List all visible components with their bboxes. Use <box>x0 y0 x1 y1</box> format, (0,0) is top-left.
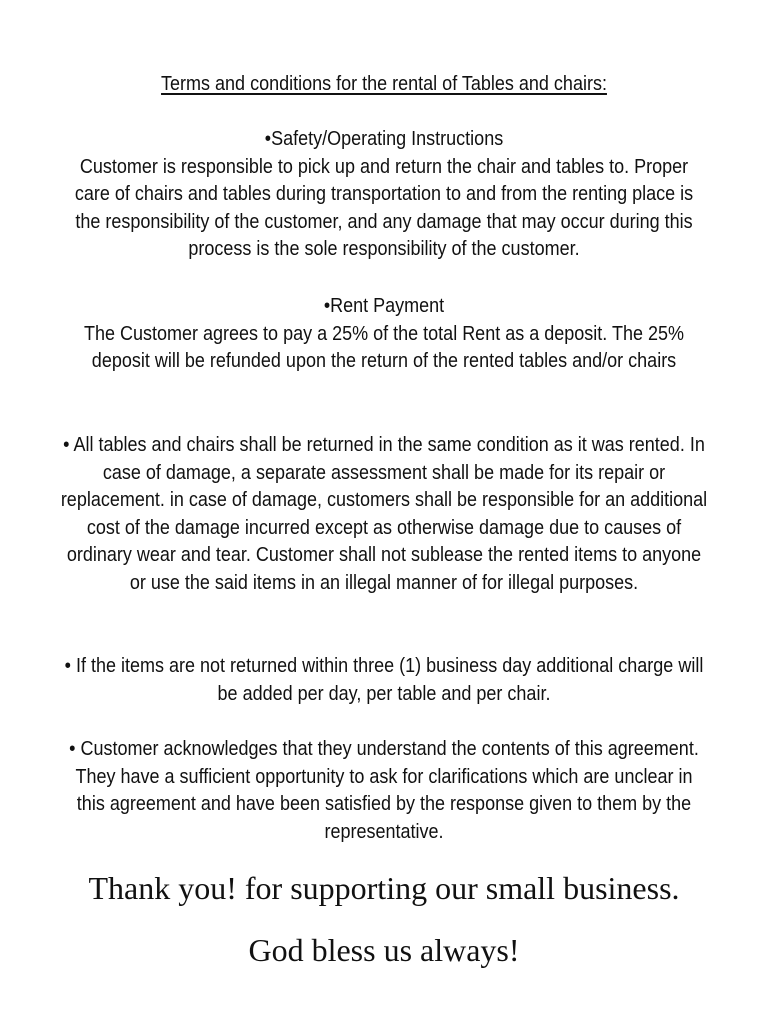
blessing-message: God bless us always! <box>248 932 520 968</box>
page-title: Terms and conditions for the rental of Tables and chairs: <box>161 73 607 95</box>
safety-text: Customer is responsible to pick up and return the chair and tables to. Proper care of chairs and tables during transportation to and from the renting place is the responsibility of the customer, and any damage that may occur during this process is the sole responsibility of the customer. <box>74 155 694 261</box>
return-condition-section <box>60 432 708 598</box>
rent-payment-heading: •Rent Payment <box>323 295 445 317</box>
rent-payment-text: The Customer agrees to pay a 25% of the total Rent as a deposit. The 25% deposit will be refunded upon the return of the rented tables and/or chairs <box>83 322 685 373</box>
thank-you-message: Thank you! for supporting our small business. <box>88 870 680 906</box>
safety-section <box>60 126 708 264</box>
late-return-text: • If the items are not returned within three (1) business day additional charge will be added per day, per table and per chair. <box>64 655 704 705</box>
acknowledgement-text: • Customer acknowledges that they understand the contents of this agreement. They have a sufficient opportunity to ask for clarifications which are unclear in this agreement and have been satisfied by the response given to them by the representative. <box>69 738 699 843</box>
late-return-section <box>60 653 708 708</box>
safety-heading: •Safety/Operating Instructions <box>264 128 504 150</box>
return-condition-text: • All tables and chairs shall be returned in the same condition as it was rented. In case of damage, a separate assessment shall be made for its repair or replacement. in case of damage, customers shall be responsible for an additional cost of the damage incurred except as otherwise damage due to causes of ordinary wear and tear. Customer shall not sublease the rented items to anyone or use the said items in an illegal manner of for illegal purposes. <box>60 434 708 594</box>
rent-payment-section <box>60 293 708 376</box>
acknowledgement-section <box>60 736 708 846</box>
